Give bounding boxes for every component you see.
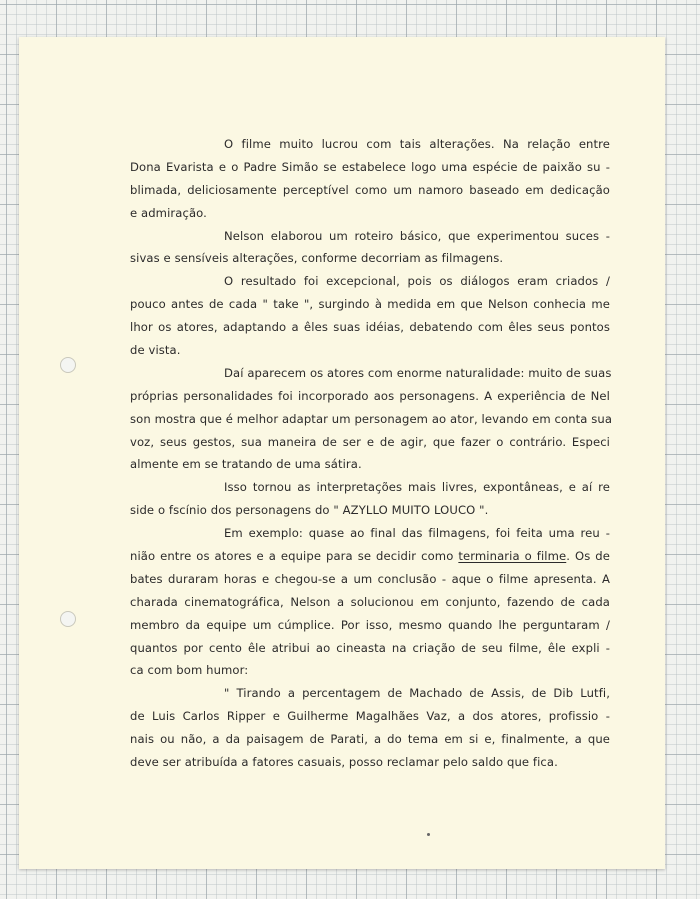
text-line: voz, seus gestos, sua maneira de ser e de agir, que fazer o contrário. Especi	[130, 434, 610, 449]
text-line: Em exemplo: quase ao final das filmagens, foi feita uma reu -	[224, 526, 610, 541]
text-line: lhor os atores, adaptando a êles suas idéias, debatendo com êles seus pontos	[130, 320, 610, 335]
underlined-phrase: terminaria o filme	[458, 549, 567, 564]
text-line: pouco antes de cada " take ", surgindo à medida em que Nelson conhecia me	[130, 297, 610, 312]
ink-dot	[427, 833, 430, 836]
text-line: sivas e sensíveis alterações, conforme decorriam as filmagens.	[130, 251, 504, 266]
text-line: O resultado foi excepcional, pois os diálogos eram criados /	[224, 274, 610, 289]
text-line: de vista.	[130, 343, 181, 358]
text-line: próprias personalidades foi incorporado aos personagens. A experiência de Nel	[130, 388, 610, 403]
text-line: ca com bom humor:	[130, 663, 249, 678]
text-line: son mostra que é melhor adaptar um personagem ao ator, levando em conta sua	[130, 411, 613, 426]
text-line: nião entre os atores e a equipe para se decidir como terminaria o filme. Os de	[130, 549, 610, 564]
text-line: bates duraram horas e chegou-se a um conclusão - aque o filme apresenta. A	[130, 571, 610, 586]
text-line: quantos por cento êle atribui ao cineasta na criação de seu filme, êle expli -	[130, 640, 610, 655]
text-line: nais ou não, a da paisagem de Parati, a do tema em si e, finalmente, a que	[130, 732, 610, 747]
text-line: de Luis Carlos Ripper e Guilherme Magalhães Vaz, a dos atores, profissio -	[130, 709, 610, 724]
text-line: O filme muito lucrou com tais alterações. Na relação entre	[224, 137, 610, 151]
text-line: Isso tornou as interpretações mais livres, expontâneas, e aí re	[224, 480, 610, 495]
text-line: almente em se tratando de uma sátira.	[130, 457, 362, 472]
text-line: blimada, deliciosamente perceptível como um namoro baseado em dedicação	[130, 182, 610, 197]
text-line: deve ser atribuída a fatores casuais, posso reclamar pelo saldo que fica.	[130, 755, 558, 770]
text-line: charada cinematográfica, Nelson a solucionou em conjunto, fazendo de cada	[130, 594, 610, 609]
text-line: membro da equipe um cúmplice. Por isso, mesmo quando lhe perguntaram /	[130, 617, 610, 632]
text-line: Daí aparecem os atores com enorme naturalidade: muito de suas	[224, 365, 612, 380]
document-body	[130, 133, 613, 774]
text-line: Nelson elaborou um roteiro básico, que experimentou suces -	[224, 228, 610, 243]
binder-hole-top	[60, 357, 76, 373]
binder-hole-bottom	[60, 611, 76, 627]
text-line: Dona Evarista e o Padre Simão se estabelece logo uma espécie de paixão su -	[130, 159, 610, 174]
text-line: side o fscínio dos personagens do " AZYLLO MUITO LOUCO ".	[130, 503, 489, 518]
text-line: " Tirando a percentagem de Machado de Assis, de Dib Lutfi,	[224, 686, 610, 701]
text-line: e admiração.	[130, 205, 207, 220]
